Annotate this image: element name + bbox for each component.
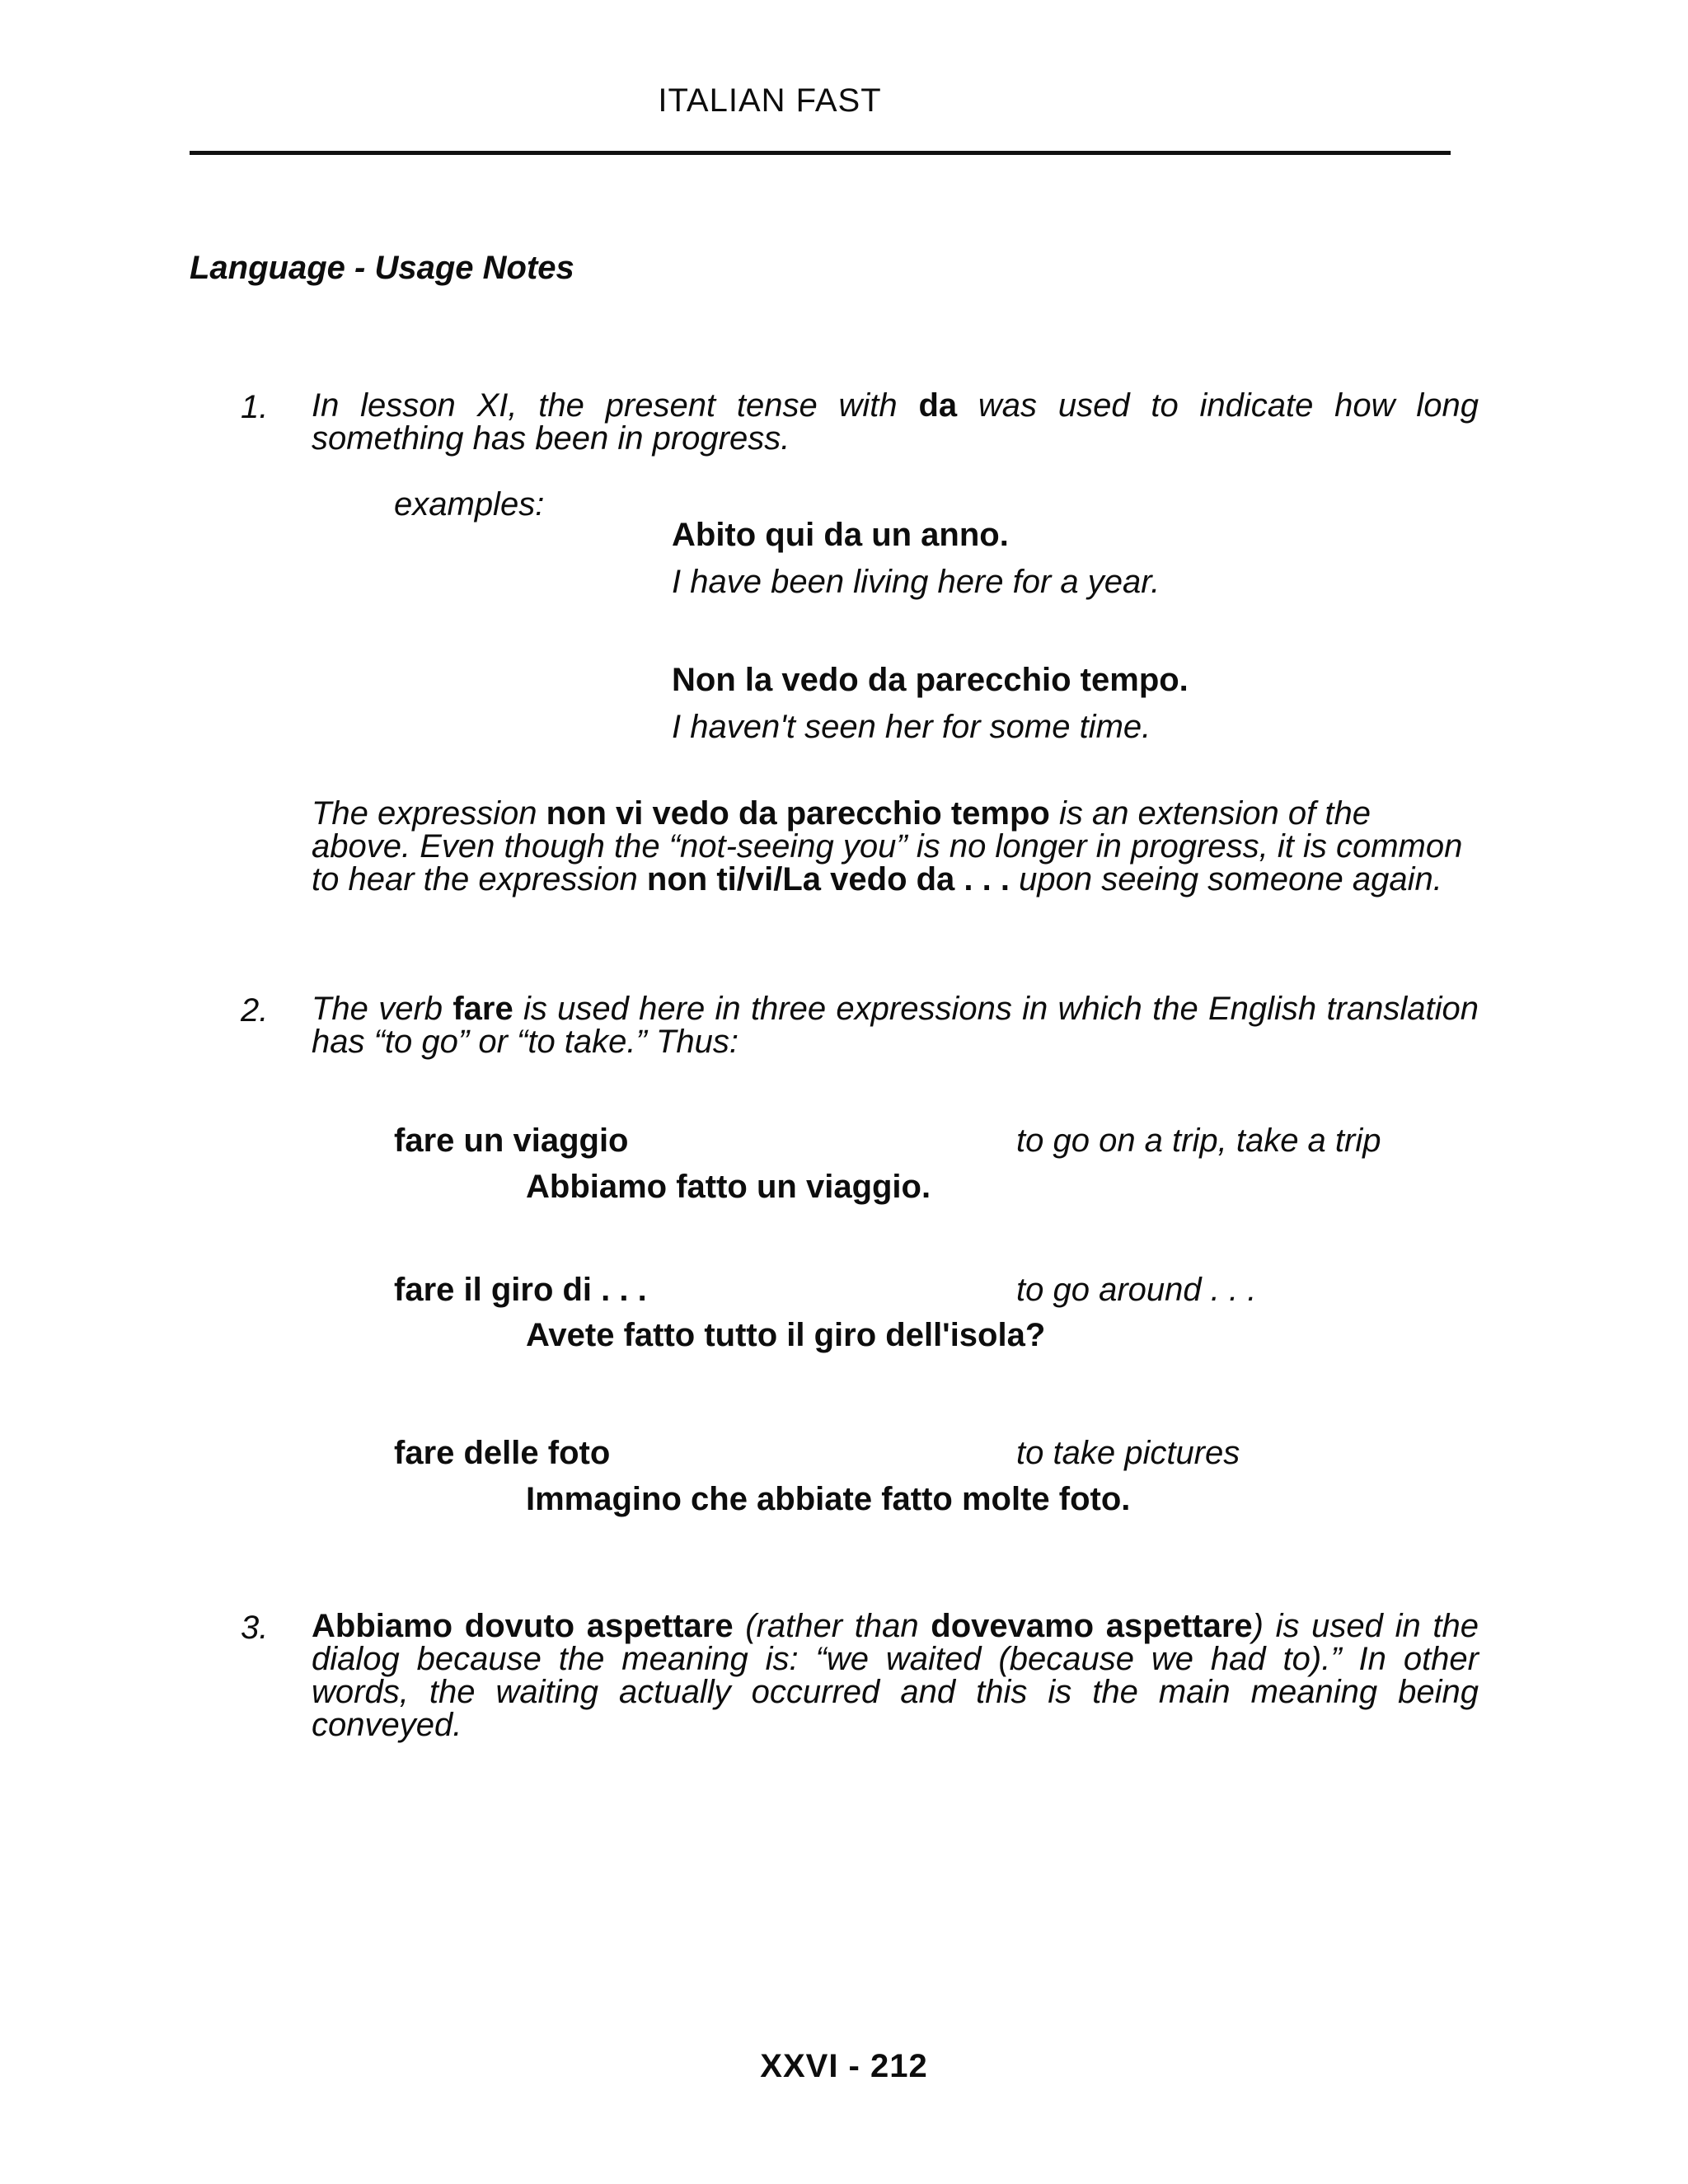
- section-title: Language - Usage Notes: [190, 250, 574, 286]
- note-3-text: [312, 1610, 1479, 1741]
- text-run: (rather than: [733, 1608, 931, 1644]
- text-run: is an extension of the above. Even though the “not-seeing you” is no longer in progress, it is common to hear the expression: [312, 795, 1463, 898]
- expression-3-meaning: to take pictures: [1016, 1435, 1240, 1471]
- text-run: The verb: [312, 991, 453, 1027]
- note-3-number: 3.: [241, 1610, 269, 1646]
- text-run: In lesson XI, the present tense with: [312, 387, 919, 424]
- expression-2-example: Avete fatto tutto il giro dell'isola?: [526, 1317, 1046, 1353]
- text-run: is used here in three expressions in which the English translation has “to go” or “to take.” Thus:: [312, 991, 1479, 1060]
- header-rule: [190, 151, 1451, 155]
- text-run: upon seeing someone again.: [1009, 861, 1442, 898]
- bold-term: Abbiamo dovuto aspettare: [312, 1608, 734, 1644]
- example-2-english: I haven't seen her for some time.: [672, 709, 1151, 745]
- example-2-italian: Non la vedo da parecchio tempo.: [672, 662, 1189, 698]
- note-1-intro: [312, 389, 1479, 455]
- expression-1-example: Abbiamo fatto un viaggio.: [526, 1169, 931, 1205]
- bold-term: da: [918, 387, 958, 424]
- note-1-followup: [312, 797, 1479, 896]
- bold-term: non vi vedo da parecchio tempo: [546, 795, 1050, 832]
- example-1-italian: Abito qui da un anno.: [672, 517, 1009, 553]
- note-1-number: 1.: [241, 389, 269, 425]
- bold-term: fare: [452, 991, 513, 1027]
- bold-term: non ti/vi/La vedo da . . .: [646, 861, 1010, 898]
- examples-label: examples:: [394, 486, 545, 523]
- expression-2-phrase: fare il giro di . . .: [394, 1272, 647, 1308]
- expression-1-meaning: to go on a trip, take a trip: [1016, 1122, 1381, 1159]
- text-run: The expression: [312, 795, 546, 832]
- page-number: XXVI - 212: [760, 2048, 928, 2084]
- expression-1-phrase: fare un viaggio: [394, 1122, 629, 1159]
- expression-2-meaning: to go around . . .: [1016, 1272, 1257, 1308]
- bold-term: dovevamo aspettare: [931, 1608, 1253, 1644]
- expression-3-phrase: fare delle foto: [394, 1435, 611, 1471]
- text-run: was used to indicate how long something has been in progress.: [312, 387, 1479, 457]
- note-2-number: 2.: [241, 992, 269, 1029]
- note-2-intro: [312, 992, 1479, 1058]
- expression-3-example: Immagino che abbiate fatto molte foto.: [526, 1481, 1131, 1517]
- text-run: ) is used in the dialog because the meaning is: “we waited (because we had to).” In other words, the waiting actually occurred and this is the main meaning being conveyed.: [312, 1608, 1479, 1743]
- example-1-english: I have been living here for a year.: [672, 564, 1160, 600]
- running-header: ITALIAN FAST: [658, 82, 882, 119]
